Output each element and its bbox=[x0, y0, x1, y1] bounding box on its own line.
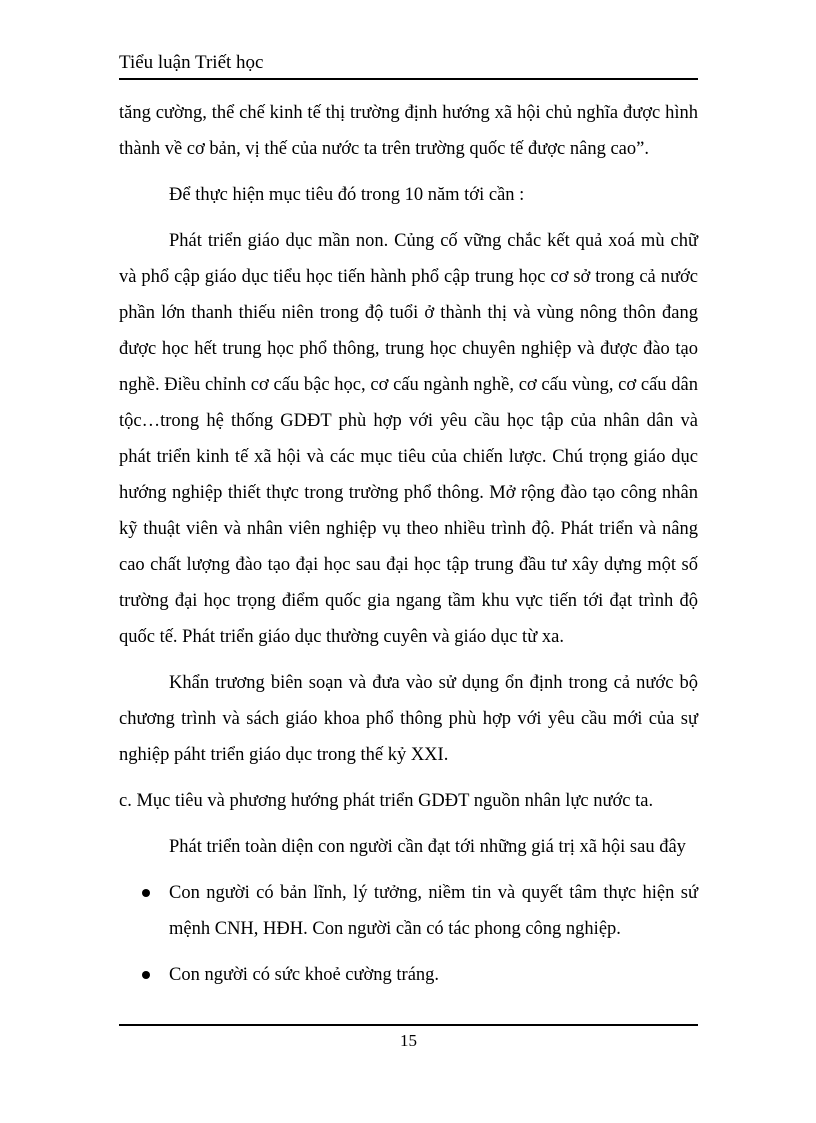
list-item bbox=[119, 875, 698, 947]
paragraph-curriculum: Khẩn trương biên soạn và đưa vào sử dụng ổn định trong cả nước bộ chương trình và sách giáo khoa phổ thông phù hợp với yêu cầu mới của sự nghiệp páht triển giáo dục trong thế kỷ XXI. bbox=[119, 673, 698, 765]
values-bullet-list bbox=[119, 875, 698, 993]
bullet-icon bbox=[142, 889, 150, 897]
page-number: 15 bbox=[400, 1031, 417, 1050]
paragraph-continuation: tăng cường, thể chế kinh tế thị trường định hướng xã hội chủ nghĩa được hình thành về cơ bản, vị thế của nước ta trên trường quốc tế được nâng cao”. bbox=[119, 103, 698, 159]
page-header-title: Tiểu luận Triết học bbox=[119, 52, 264, 73]
paragraph-education-development: Phát triển giáo dục mần non. Củng cố vững chắc kết quả xoá mù chữ và phổ cập giáo dục tiểu học tiến hành phổ cập trung học cơ sở trong cả nước phần lớn thanh thiếu niên trong độ tuổi ở thành thị và vùng nông thôn đang được học hết trung học phổ thông, trung học chuyên nghiệp và được đào tạo nghề. Điều chỉnh cơ cấu bậc học, cơ cấu ngành nghề, cơ cấu vùng, cơ cấu dân tộc…trong hệ thống GDĐT phù hợp với yêu cầu học tập của nhân dân và phát triển kinh tế xã hội và các mục tiêu của chiến lược. Chú trọng giáo dục hướng nghiệp thiết thực trong trường phổ thông. Mở rộng đào tạo công nhân kỹ thuật viên và nhân viên nghiệp vụ theo nhiều trình độ. Phát triển và nâng cao chất lượng đào tạo đại học sau đại học tập trung đầu tư xây dựng một số trường đại học trọng điểm quốc gia ngang tầm khu vực tiến tới đạt trình độ quốc tế. Phát triển giáo dục thường cuyên và giáo dục từ xa. bbox=[119, 231, 698, 647]
paragraph-intro-goals: Để thực hiện mục tiêu đó trong 10 năm tới cần : bbox=[169, 185, 525, 205]
list-item-text: Con người có sức khoẻ cường tráng. bbox=[169, 965, 440, 985]
header-divider bbox=[119, 78, 698, 80]
paragraph-human-values: Phát triển toàn diện con người cần đạt tới những giá trị xã hội sau đây bbox=[169, 837, 686, 857]
list-item-text: Con người có bản lĩnh, lý tưởng, niềm tin và quyết tâm thực hiện sứ mệnh CNH, HĐH. Con người cần có tác phong công nghiệp. bbox=[169, 883, 698, 939]
bullet-icon bbox=[142, 971, 150, 979]
footer-divider bbox=[119, 1024, 698, 1026]
page-body bbox=[119, 95, 698, 1003]
section-heading-c: c. Mục tiêu và phương hướng phát triển GDĐT nguồn nhân lực nước ta. bbox=[119, 791, 654, 811]
list-item bbox=[119, 957, 698, 993]
